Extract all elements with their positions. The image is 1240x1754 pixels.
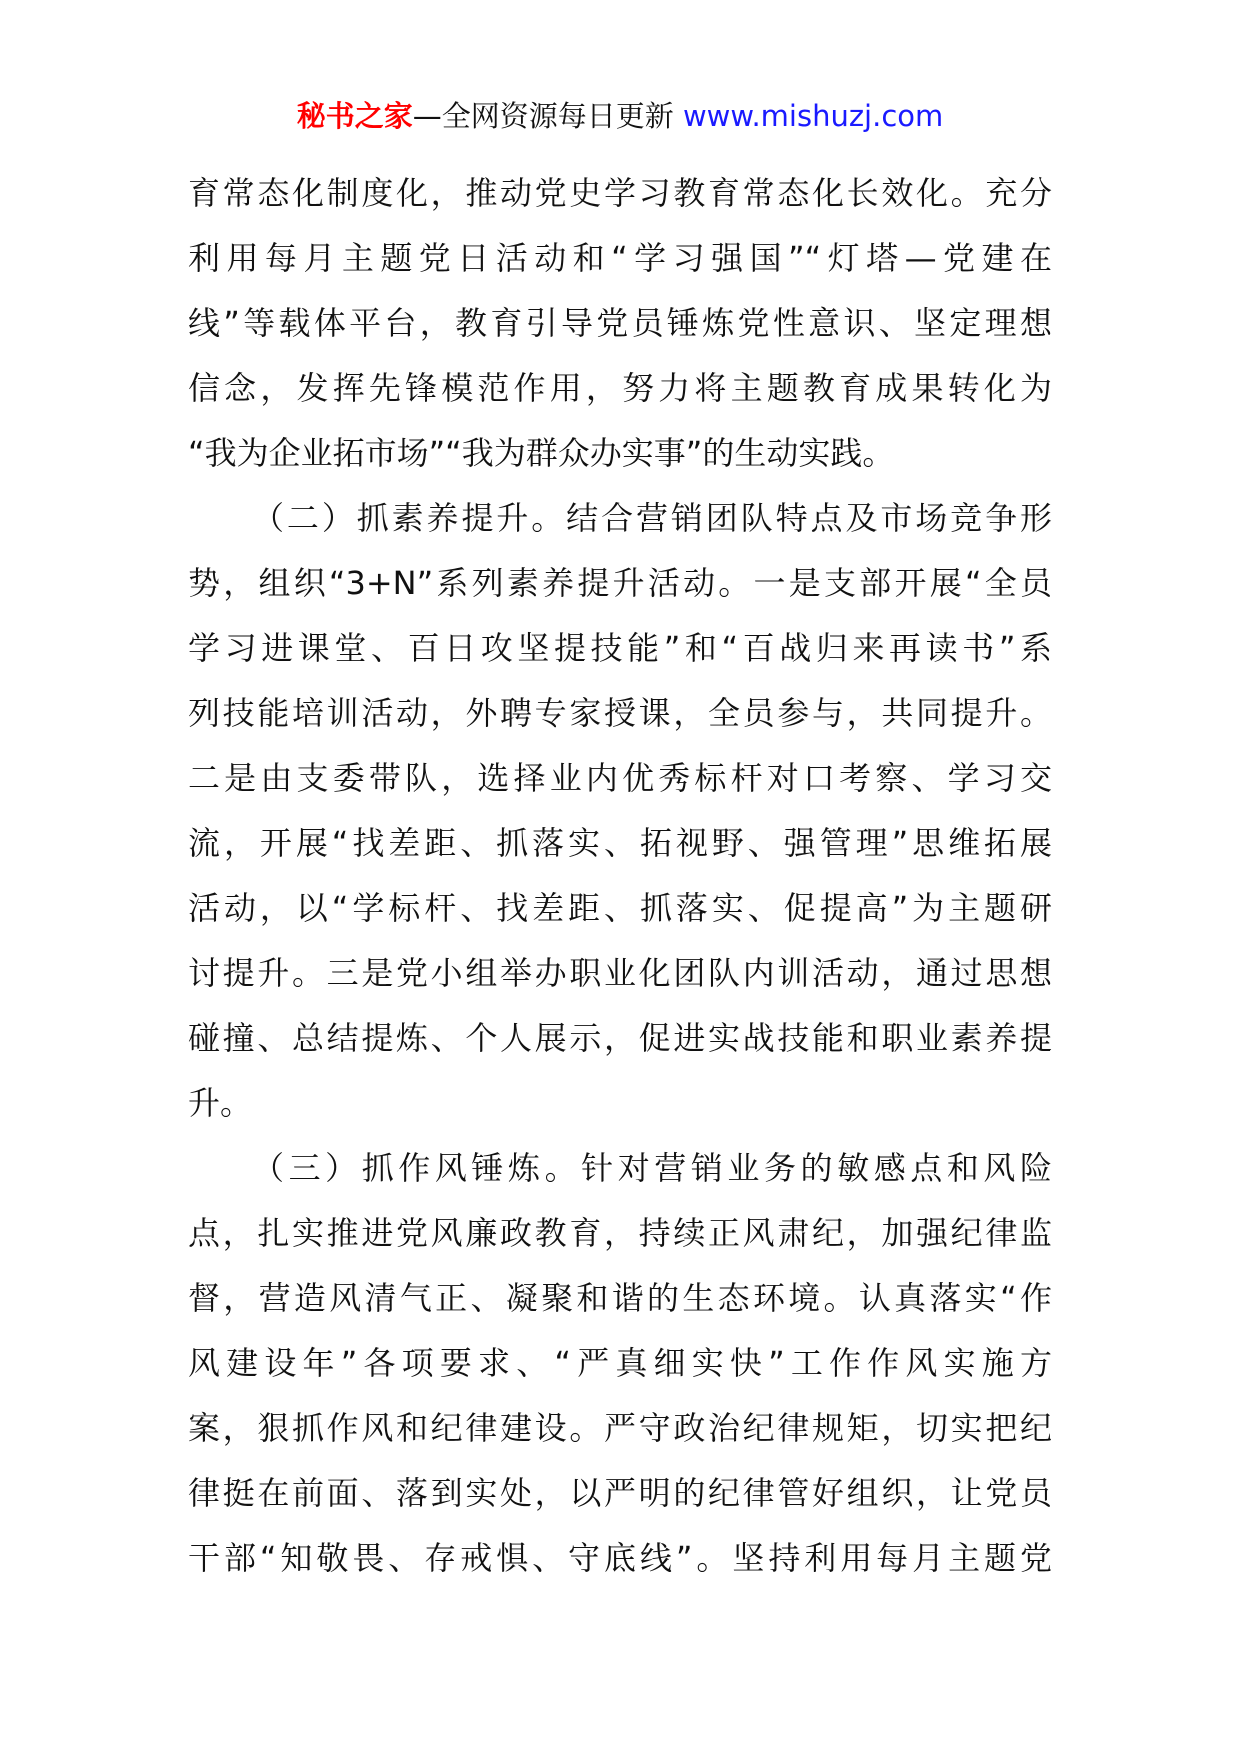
text-line: （二）抓素养提升。结合营销团队特点及市场竞争形 [252,499,1052,537]
text-line: 升。 [188,1084,253,1122]
text-line: 点，扎实推进党风廉政教育，持续正风肃纪，加强纪律监 [188,1214,1052,1252]
text-line: 列技能培训活动，外聘专家授课，全员参与，共同提升。 [188,694,1052,732]
text-line: 利用每月主题党日活动和“学习强国”“灯塔—党建在 [188,239,1052,277]
document-body [188,161,1052,1591]
text-line: 活动，以“学标杆、找差距、抓落实、促提高”为主题研 [188,889,1052,927]
text-line: 势，组织“3+N”系列素养提升活动。一是支部开展“全员 [188,564,1052,602]
text-line: “我为企业拓市场”“我为群众办实事”的生动实践。 [188,434,895,472]
paragraph [188,161,1052,486]
header-tagline: —全网资源每日更新 [412,99,674,133]
text-line: 讨提升。三是党小组举办职业化团队内训活动，通过思想 [188,954,1052,992]
text-line: 碰撞、总结提炼、个人展示，促进实战技能和职业素养提 [188,1019,1052,1057]
page-header [0,96,1240,136]
text-line: 律挺在前面、落到实处，以严明的纪律管好组织，让党员 [188,1474,1052,1512]
text-line: 流，开展“找差距、抓落实、拓视野、强管理”思维拓展 [188,824,1052,862]
text-line: 二是由支委带队，选择业内优秀标杆对口考察、学习交 [188,759,1052,797]
text-line: 学习进课堂、百日攻坚提技能”和“百战归来再读书”系 [188,629,1052,667]
text-line: 信念，发挥先锋模范作用，努力将主题教育成果转化为 [188,369,1052,407]
text-line: 干部“知敬畏、存戒惧、守底线”。坚持利用每月主题党 [188,1539,1052,1577]
text-line: 线”等载体平台，教育引导党员锤炼党性意识、坚定理想 [188,304,1052,342]
text-line: 督，营造风清气正、凝聚和谐的生态环境。认真落实“作 [188,1279,1052,1317]
text-line: （三）抓作风锤炼。针对营销业务的敏感点和风险 [252,1149,1052,1187]
text-line: 风建设年”各项要求、“严真细实快”工作作风实施方 [188,1344,1052,1382]
paragraph [188,486,1052,1136]
paragraph [188,1136,1052,1591]
text-line: 育常态化制度化，推动党史学习教育常态化长效化。充分 [188,174,1052,212]
site-url-link[interactable]: www.mishuzj.com [682,99,944,133]
brand-name: 秘书之家 [296,99,413,133]
text-line: 案，狠抓作风和纪律建设。严守政治纪律规矩，切实把纪 [188,1409,1052,1447]
